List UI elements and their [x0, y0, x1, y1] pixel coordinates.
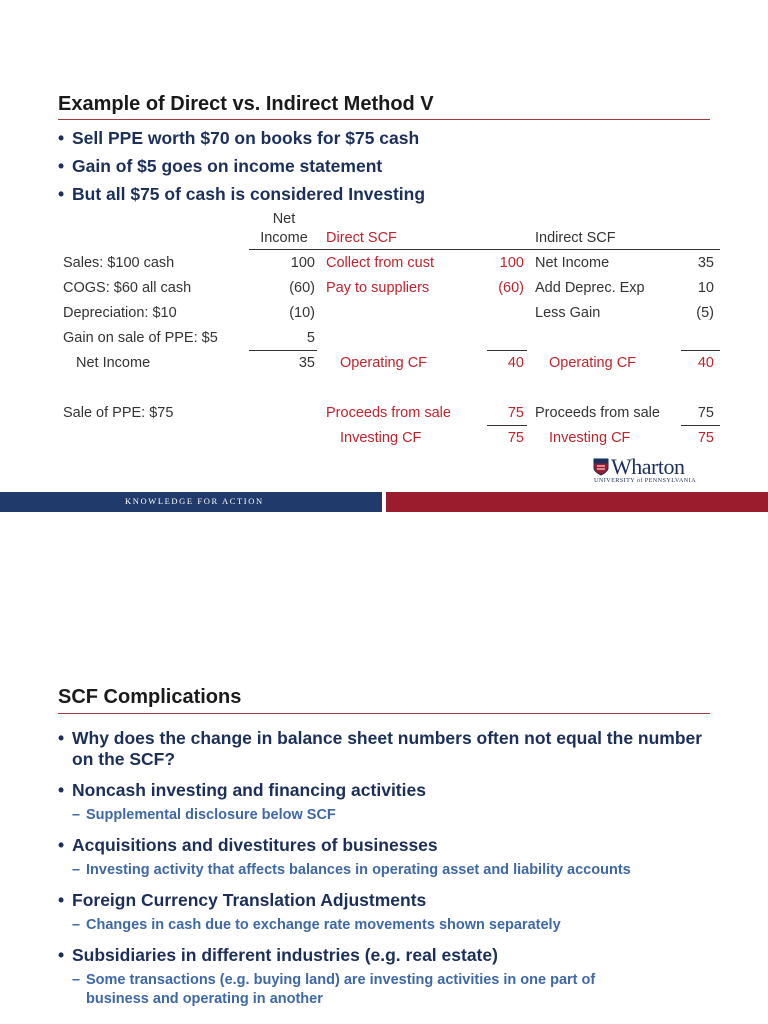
sub-bullet-item: – Supplemental disclosure below SCF [58, 806, 718, 825]
bullet-list [58, 728, 718, 1009]
direct-label: Pay to suppliers [326, 280, 430, 296]
wharton-logo [593, 456, 715, 488]
sub-bullet-item: – Investing activity that affects balances in operating asset and liability accounts [58, 861, 718, 880]
title-divider [58, 119, 710, 120]
row-label: Gain on sale of PPE: $5 [63, 330, 218, 346]
indirect-value: 75 [697, 430, 714, 446]
indirect-value: 35 [697, 255, 714, 271]
net-income-value: 100 [290, 255, 315, 271]
indirect-label: Net Income [535, 255, 610, 271]
header-direct-scf: Direct SCF [326, 230, 397, 246]
bullet-item: • But all $75 of cash is considered Investing [58, 184, 718, 205]
indirect-label: Proceeds from sale [535, 405, 660, 421]
logo-subtitle: UNIVERSITY of PENNSYLVANIA [594, 477, 696, 484]
subtotal-rule [249, 350, 317, 351]
title-divider [58, 713, 710, 714]
bullet-item: • Why does the change in balance sheet numbers often not equal the number on the SCF? [58, 728, 718, 770]
header-rule [249, 249, 720, 250]
sub-bullet-item: – Changes in cash due to exchange rate movements shown separately [58, 916, 718, 935]
direct-label: Investing CF [340, 430, 422, 446]
direct-value: 75 [507, 405, 524, 421]
row-label: Depreciation: $10 [63, 305, 177, 321]
bullet-item: • Gain of $5 goes on income statement [58, 156, 718, 177]
net-income-value: 35 [298, 355, 315, 371]
slide-scf-complications [0, 512, 768, 1024]
bullet-item: • Noncash investing and financing activities [58, 780, 718, 801]
subtotal-rule [487, 425, 527, 426]
slide-title: Example of Direct vs. Indirect Method V [58, 93, 434, 115]
direct-label: Operating CF [340, 355, 428, 371]
direct-value: 100 [499, 255, 524, 271]
bullet-item: • Sell PPE worth $70 on books for $75 cash [58, 128, 718, 149]
indirect-value: 10 [697, 280, 714, 296]
row-label: COGS: $60 all cash [63, 280, 192, 296]
indirect-label: Investing CF [549, 430, 631, 446]
subtotal-rule [487, 350, 527, 351]
net-income-value: (60) [289, 280, 315, 296]
indirect-value: (5) [696, 305, 714, 321]
direct-label: Proceeds from sale [326, 405, 451, 421]
net-income-value: (10) [289, 305, 315, 321]
row-label: Net Income [76, 355, 151, 371]
indirect-label: Less Gain [535, 305, 601, 321]
header-income: Income [260, 230, 308, 246]
direct-value: (60) [498, 280, 524, 296]
direct-value: 40 [507, 355, 524, 371]
header-indirect-scf: Indirect SCF [535, 230, 616, 246]
footer-tagline: KNOWLEDGE FOR ACTION [125, 496, 264, 506]
subtotal-rule [681, 350, 720, 351]
direct-value: 75 [507, 430, 524, 446]
logo-wordmark: Wharton [611, 454, 685, 479]
indirect-value: 40 [697, 355, 714, 371]
direct-label: Collect from cust [326, 255, 434, 271]
subtotal-rule [681, 425, 720, 426]
indirect-label: Operating CF [549, 355, 637, 371]
indirect-value: 75 [697, 405, 714, 421]
row-label: Sales: $100 cash [63, 255, 175, 271]
sub-bullet-item: – Some transactions (e.g. buying land) are investing activities in one part of business and operating in another [58, 971, 646, 1009]
bullet-list [58, 128, 718, 205]
footer-band-crimson [386, 492, 768, 512]
bullet-item: • Subsidiaries in different industries (e.g. real estate) [58, 945, 718, 966]
slide-title: SCF Complications [58, 686, 242, 708]
indirect-label: Add Deprec. Exp [535, 280, 645, 296]
penn-shield-icon [593, 458, 609, 476]
bullet-item: • Acquisitions and divestitures of businesses [58, 835, 718, 856]
bullet-item: • Foreign Currency Translation Adjustments [58, 890, 718, 911]
net-income-value: 5 [306, 330, 315, 346]
row-label: Sale of PPE: $75 [63, 405, 174, 421]
header-net: Net [272, 211, 296, 227]
